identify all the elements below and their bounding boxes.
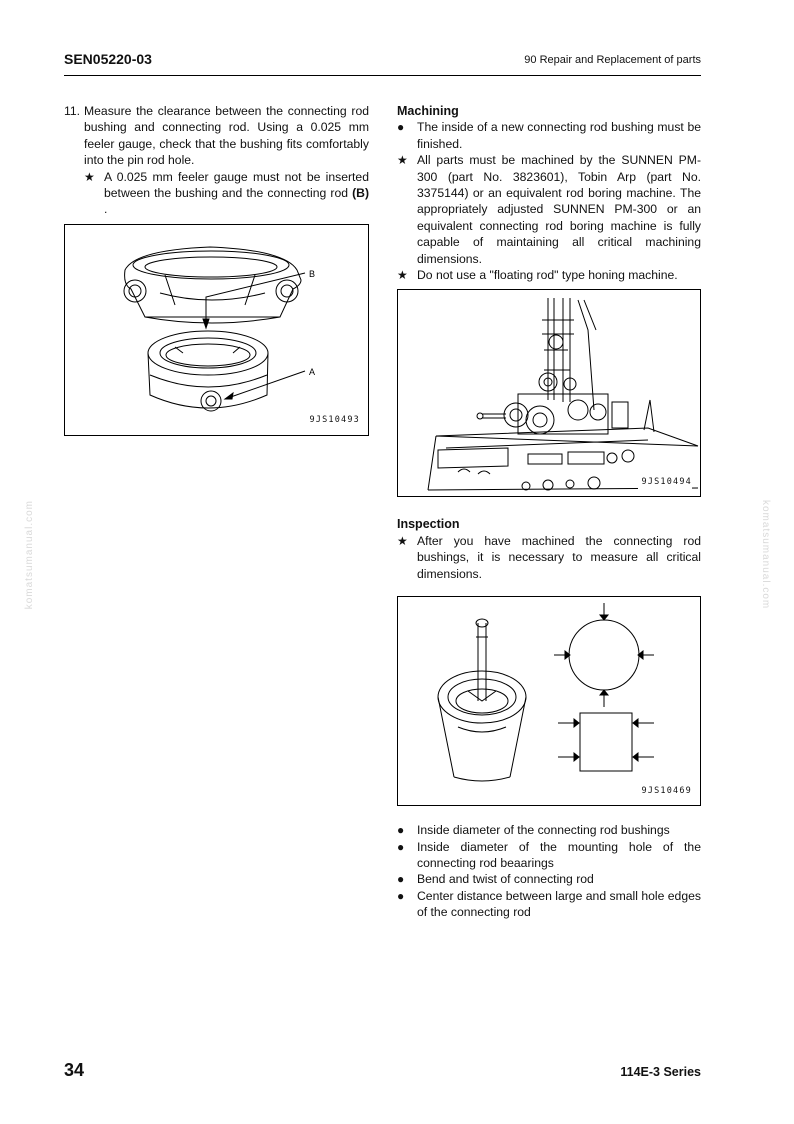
- step-number: 11.: [64, 104, 81, 118]
- inspection-heading: Inspection: [397, 517, 460, 532]
- bullet-marker: ●: [397, 120, 405, 135]
- bullet-marker: ●: [397, 888, 405, 903]
- feeler-gauge-note: [64, 169, 369, 218]
- star-marker: ★: [397, 268, 408, 283]
- label-b: B: [309, 268, 316, 279]
- bullet-marker: ●: [397, 839, 405, 854]
- measurement-illustration: [398, 597, 700, 805]
- bold-label-b: (B): [352, 186, 369, 201]
- label-a: A: [309, 366, 316, 377]
- inspection-list: [397, 822, 701, 920]
- figure-code: 9JS10469: [641, 785, 692, 796]
- machining-heading: Machining: [397, 104, 459, 118]
- bullet-marker: ●: [397, 872, 405, 887]
- side-watermark-left: komatsumanual.com: [24, 500, 35, 610]
- note-text: A 0.025 mm feeler gauge must not be inserted between the bushing and the connecting rod (B) .: [104, 169, 369, 217]
- machining-item-2: ★ All parts must be machined by the SUNNEN PM-300 (part No. 3823601), Tobin Arp (part No. 3375144) or an equivalent rod boring machine. The appropriately adjusted SUNNEN PM-300 or an equivalent connecting rod boring machine is fully capable of maintaining all critical machining dimensions.: [397, 153, 701, 266]
- step-11: [64, 103, 369, 169]
- left-column: [64, 103, 369, 436]
- section-title: 90 Repair and Replacement of parts: [524, 54, 701, 66]
- figure-measurement: [397, 596, 701, 806]
- inspection-item-4: ● Center distance between large and small hole edges of the connecting rod: [397, 888, 701, 920]
- figure-code: 9JS10494: [638, 474, 692, 490]
- star-marker: ★: [397, 533, 408, 548]
- inspection-item-3: ● Bend and twist of connecting rod: [397, 872, 594, 887]
- machining-item-1: ● The inside of a new connecting rod bushing must be finished.: [397, 120, 701, 151]
- bushing-illustration: [65, 225, 368, 435]
- bullet-marker: ●: [397, 823, 405, 838]
- machining-item-3: ★ Do not use a "floating rod" type honing machine.: [397, 268, 678, 283]
- figure-boring-machine: [397, 289, 701, 497]
- figure-bushing-clearance: [64, 224, 369, 436]
- star-marker: ★: [397, 153, 408, 168]
- step-text: Measure the clearance between the connecting rod bushing and connecting rod. Using a 0.025 mm feeler gauge, check that the bushing fits comfortably into the pin rod hole.: [84, 104, 369, 168]
- right-column: [397, 103, 701, 921]
- boring-machine-illustration: [398, 290, 700, 496]
- header-rule: [64, 75, 701, 76]
- star-marker: ★: [84, 169, 95, 184]
- inspection-item-1: ● Inside diameter of the connecting rod bushings: [397, 823, 670, 838]
- document-code: SEN05220-03: [64, 51, 152, 67]
- inspection-item-2: ● Inside diameter of the mounting hole of the connecting rod beaarings: [397, 839, 701, 870]
- model-series: 114E-3 Series: [620, 1065, 701, 1079]
- inspection-note: ★ After you have machined the connecting rod bushings, it is necessary to measure all critical dimensions.: [397, 533, 701, 581]
- figure-code: 9JS10493: [309, 415, 360, 426]
- side-watermark-right: komatsumanual.com: [760, 500, 771, 610]
- page-number: 34: [64, 1060, 85, 1080]
